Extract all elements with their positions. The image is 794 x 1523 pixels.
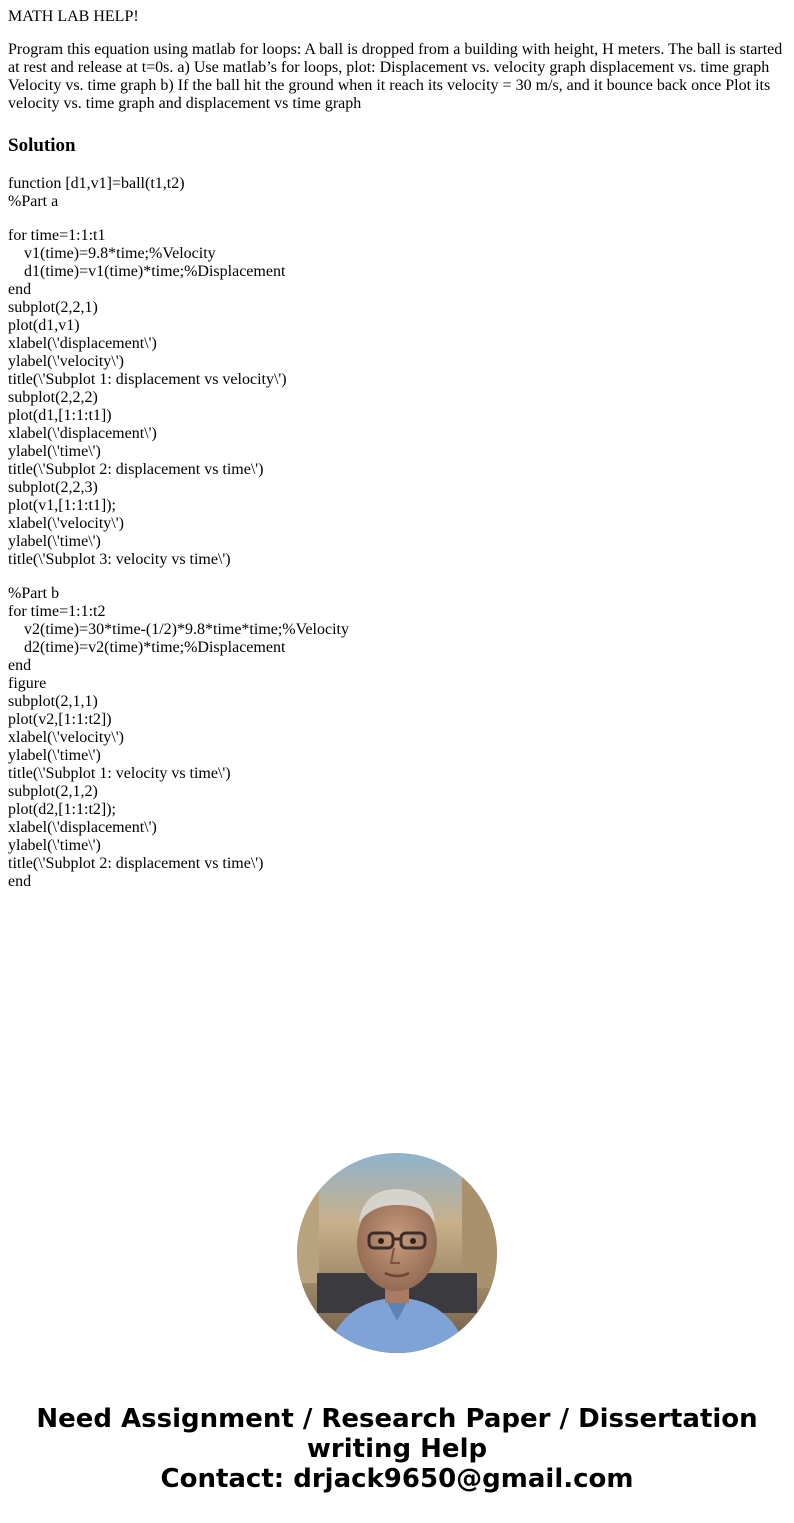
document-body <box>8 8 788 891</box>
code-line <box>8 569 788 585</box>
promo-line-1: Need Assignment / Research Paper / Dissertation <box>36 1404 758 1434</box>
solution-code <box>8 175 788 891</box>
code-line: function [d1,v1]=ball(t1,t2) <box>8 175 185 192</box>
code-line: plot(d2,[1:1:t2]); <box>8 801 116 818</box>
page-title: MATH LAB HELP! <box>8 8 139 25</box>
code-line: %Part a <box>8 193 59 210</box>
code-line: subplot(2,1,1) <box>8 693 98 710</box>
code-line <box>8 211 788 227</box>
code-line: v2(time)=30*time-(1/2)*9.8*time*time;%Velocity <box>8 621 349 638</box>
code-line: figure <box>8 675 47 692</box>
code-line: ylabel(\'time\') <box>8 533 101 550</box>
code-line: xlabel(\'displacement\') <box>8 819 157 836</box>
code-line: xlabel(\'displacement\') <box>8 335 157 352</box>
code-line: %Part b <box>8 585 60 602</box>
promo-banner <box>0 1404 794 1494</box>
person-photo-icon <box>297 1153 497 1353</box>
code-line: title(\'Subplot 3: velocity vs time\') <box>8 551 231 568</box>
code-line: for time=1:1:t1 <box>8 227 106 244</box>
code-line: subplot(2,2,1) <box>8 299 98 316</box>
solution-heading: Solution <box>8 135 76 156</box>
code-line: plot(d1,v1) <box>8 317 80 334</box>
author-avatar <box>297 1153 497 1353</box>
code-line: d2(time)=v2(time)*time;%Displacement <box>8 639 286 656</box>
code-line: end <box>8 657 32 674</box>
question-text: Program this equation using matlab for loops: A ball is dropped from a building with height, H meters. The ball is started at rest and release at t=0s. a) Use matlab’s for loops, plot: Displacement vs. velocity graph displacement vs. time graph Velocity vs. time graph b) If the ball hit the ground when it reach its velocity = 30 m/s, and it bounce back once Plot its velocity vs. time graph and displacement vs time graph <box>8 41 783 112</box>
code-line: ylabel(\'velocity\') <box>8 353 124 370</box>
promo-contact: Contact: drjack9650@gmail.com <box>160 1464 634 1494</box>
code-line: ylabel(\'time\') <box>8 837 101 854</box>
code-line: subplot(2,2,3) <box>8 479 98 496</box>
promo-line-2: writing Help <box>306 1434 488 1464</box>
code-line: title(\'Subplot 1: displacement vs velocity\') <box>8 371 287 388</box>
code-line: xlabel(\'velocity\') <box>8 729 124 746</box>
code-line: for time=1:1:t2 <box>8 603 106 620</box>
code-line: plot(v1,[1:1:t1]); <box>8 497 116 514</box>
code-line: plot(v2,[1:1:t2]) <box>8 711 112 728</box>
code-line: plot(d1,[1:1:t1]) <box>8 407 112 424</box>
code-line: xlabel(\'displacement\') <box>8 425 157 442</box>
code-line: end <box>8 281 32 298</box>
code-line: ylabel(\'time\') <box>8 747 101 764</box>
code-line: subplot(2,1,2) <box>8 783 98 800</box>
code-line: d1(time)=v1(time)*time;%Displacement <box>8 263 286 280</box>
code-line: ylabel(\'time\') <box>8 443 101 460</box>
code-line: title(\'Subplot 2: displacement vs time\') <box>8 855 264 872</box>
code-line: title(\'Subplot 1: velocity vs time\') <box>8 765 231 782</box>
code-line: v1(time)=9.8*time;%Velocity <box>8 245 216 262</box>
code-line: xlabel(\'velocity\') <box>8 515 124 532</box>
code-line: subplot(2,2,2) <box>8 389 98 406</box>
code-line: title(\'Subplot 2: displacement vs time\') <box>8 461 264 478</box>
code-line: end <box>8 873 32 890</box>
